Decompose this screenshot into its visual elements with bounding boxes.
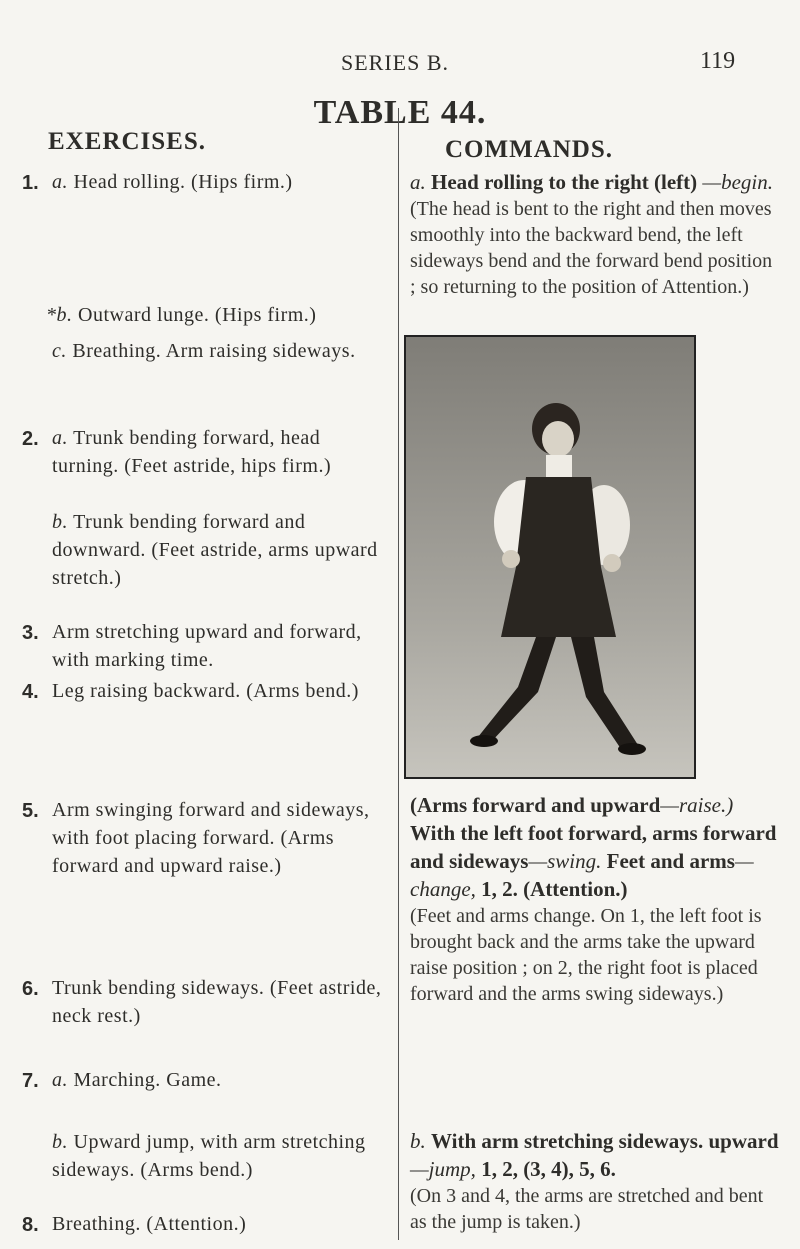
command-bold: (Arms forward and upward [410,793,661,817]
item-letter: a. [52,427,68,449]
item-letter: a. [52,1069,68,1091]
command-bold: Head rolling to the right (left) [431,170,698,194]
exercise-number: 6. [22,978,39,1000]
exercise-number: 7. [22,1070,39,1092]
item-letter: *b. [46,304,73,326]
command-bold: With the left foot forward, arms forward and sideways [410,821,777,873]
exercise-number: 2. [22,428,39,450]
exercise-5: Arm swinging forward and sideways, with foot placing forward. (Arms forward and upward raise.) [52,799,370,877]
exercise-text: Marching. Game. [73,1069,222,1091]
commands-heading: COMMANDS. [445,136,614,163]
item-letter: b. [410,1129,426,1153]
exercise-text: Breathing. Arm raising sideways. [72,340,356,362]
command-bold: 1, 2, (3, 4), 5, 6. [481,1157,616,1181]
command-explanation: (Feet and arms change. On 1, the left foot is brought back and the arms take the upward raise position ; on 2, the right foot is placed forward and the arms swing sideways.) [410,905,762,1005]
exercise-8: Breathing. (Attention.) [52,1213,247,1235]
command-italic: —change, [410,849,754,901]
item-letter: b. [52,511,68,533]
command-explanation: (On 3 and 4, the arms are stretched and bent as the jump is taken.) [410,1185,764,1233]
command-italic: —raise.) [660,793,734,817]
exercise-text: Outward lunge. (Hips firm.) [78,304,317,326]
command-7b [410,1127,780,1235]
command-explanation: (The head is bent to the right and then moves smoothly into the backward bend, the left sideways bend and the forward bend position ; so returning to the position of Attention.) [410,198,773,298]
command-5 [410,791,780,1007]
item-letter: c. [52,340,67,362]
exercise-text: Trunk bending forward, head turning. (Feet astride, hips firm.) [52,427,332,477]
command-bold: 1, 2. (Attention.) [481,877,628,901]
exercise-number: 4. [22,681,39,703]
item-letter: b. [52,1131,68,1153]
exercises-heading: EXERCISES. [48,128,206,155]
exercise-4: Leg raising backward. (Arms bend.) [52,680,359,702]
exercise-3: Arm stretching upward and forward, with marking time. [52,621,362,671]
column-divider [398,108,399,1240]
exercise-2b [52,508,387,592]
exercise-1c [52,337,387,365]
exercise-photo [404,335,696,779]
exercise-number: 8. [22,1214,39,1236]
exercise-text: Upward jump, with arm stretching sideways. (Arms bend.) [52,1131,366,1181]
command-italic: —begin. [702,170,773,194]
table-title: TABLE 44. [313,94,487,131]
exercise-number: 3. [22,622,39,644]
exercise-1b [46,301,386,329]
command-1a [410,168,780,300]
command-bold: With arm stretching sideways. upward [431,1129,779,1153]
exercise-number: 1. [22,172,39,194]
exercise-1a [52,168,387,196]
command-italic: —jump, [410,1157,476,1181]
exercise-7b [52,1128,387,1184]
command-italic: —swing. [528,849,602,873]
exercise-text: Trunk bending forward and downward. (Feet astride, arms upward stretch.) [52,511,378,589]
exercise-text: Head rolling. (Hips firm.) [73,171,293,193]
exercise-2a [52,424,387,480]
page-number: 119 [700,48,736,74]
page-header [0,42,800,82]
item-letter: a. [52,171,68,193]
exercise-7a [52,1066,387,1094]
command-bold: Feet and arms [606,849,735,873]
exercise-photo-image [406,337,694,777]
running-head: SERIES B. [341,50,450,75]
item-letter: a. [410,170,426,194]
exercise-number: 5. [22,800,39,822]
exercise-6: Trunk bending sideways. (Feet astride, neck rest.) [52,977,382,1027]
